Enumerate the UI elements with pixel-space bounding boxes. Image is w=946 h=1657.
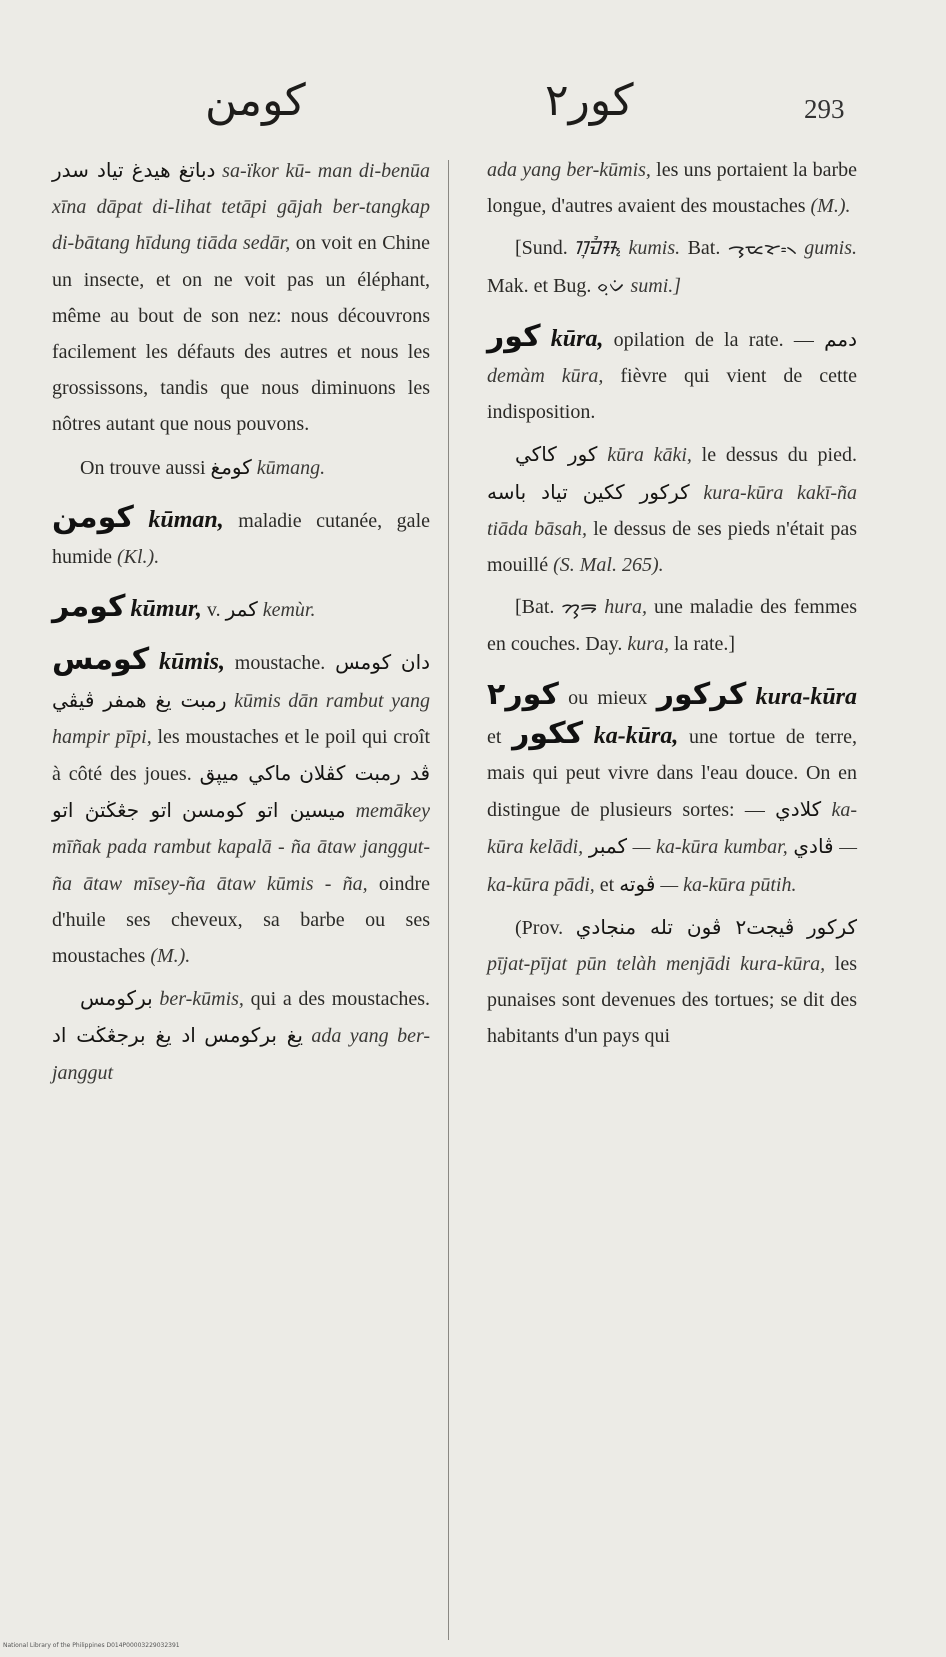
right-column [487, 152, 857, 1061]
headword: kura-kūra [755, 683, 858, 710]
scan-credit: National Library of the Philippines D014P00003229032391 [3, 1642, 180, 1649]
entry-continuation: دباتغ هيدغ تياد سدر sa-ïkor kū- man di-benūa xīna dāpat di-lihat tetāpi gājah ber-tangkap di-bātang hīdung tiāda sedār, on voit en Chine un insecte, et on ne voit pas un éléphant, même au bout de son nez: nous découvrons facilement les défauts des autres et nous les grossissons, tandis que nous diminuons les nôtres autant que nous pouvons. [52, 158, 431, 436]
headword-arabic: كور٢ [487, 676, 559, 712]
headword: kūmur, [130, 596, 202, 623]
headword-arabic: كومس [52, 642, 150, 678]
headword-arabic: كومن [52, 499, 134, 535]
column-divider [448, 160, 449, 1640]
entry-continuation: ada yang ber-kūmis, les uns portaient la barbe longue, d'autres avaient des moustaches (M.). [487, 159, 857, 218]
subentry-kura-kaki: كور كاكي kūra kāki, le dessus du pied. كركور ككين تياد باسه kura-kūra kakī-ña tiāda bāsah, le dessus de ses pieds n'était pas mouillé (S. Mal. 265). [487, 442, 858, 577]
arabic-text: دباتغ هيدغ تياد سدر [52, 158, 216, 182]
proverb: (Prov. ڤيجت٢ ڤون تله منجادي كركور pījat-pījat pūn telàh menjādi kura-kūra, les punaises sont devenues des tortues; se dit des habitants d'un pays qui [487, 914, 858, 1048]
headword-arabic: كور [487, 318, 541, 354]
entry-kura-kura: كور٢ ou mieux كركور kura-kūra et ككور ka-kūra, une tortue de terre, mais qui peut vivre dans l'eau douce. On en distingue de plusieurs sortes: — كلادي ka-kūra kelādi, كمبر — ka-kūra kumbar, ڤادي — ka-kūra pādi, et ڤوته — ka-kūra pūtih. [487, 676, 858, 896]
buginese-script-glyph: ᨔᨘᨆᨗ [596, 275, 626, 297]
batak-script-glyph: ᯎᯮᯔᯫᯘ᯲ [727, 238, 797, 260]
running-head-left: كومن [205, 75, 306, 126]
left-column [52, 152, 430, 1097]
subentry-ber-kumis: بركومس ber-kūmis, qui a des moustaches. اد يغ برجڠڬت اد يغ بركومس ada yang ber-janggut [52, 986, 431, 1084]
variant-note: On trouve aussi كومغ kūmang. [80, 454, 326, 479]
batak-script-glyph: ᯂᯮᯒ [561, 597, 598, 619]
entry-kumis: كومس kūmis, moustache. كومس دان رمبت يغ همفر ڤيڤي kūmis dān rambut yang hampir pīpi, les moustaches et le poil qui croît à côté des joues. ماكي ميڽق ڤد رمبت كڤلان اتو جڠڬتڽ اتو ميسين اتو كومسن memākey mīñak pada rambut kapalā - ña ātaw janggut-ña ātaw mīsey-ña ātaw kūmis - ña, oindre d'huile ses cheveux, sa barbe ou ses moustaches (M.). [52, 642, 431, 968]
headword-arabic: كومر [52, 589, 126, 625]
headword: kūman, [148, 506, 224, 533]
headword: kūmis, [159, 649, 226, 676]
entry-kura: كور kūra, opilation de la rate. — دمم demàm kūra, fièvre qui vient de cette indisposition. [487, 318, 858, 424]
running-head-right: كور٢ [545, 75, 634, 126]
sundanese-script-glyph: ᮊᮥᮙᮤᮞ᮪ [575, 238, 622, 260]
page-number: 293 [804, 94, 845, 124]
headword: ka-kūra, [593, 722, 679, 749]
entry-kuman: كومن kūman, maladie cutanée, gale humide (Kl.). [52, 499, 430, 569]
entry-kumur: كومر kūmur, v. كمر kemùr. [52, 589, 316, 625]
headword: kūra, [550, 325, 604, 352]
cognates-note: [Sund. ᮊᮥᮙᮤᮞ᮪ kumis. Bat. ᯎᯮᯔᯫᯘ᯲ gumis. Mak. et Bug. ᨔᨘᨆᨗ sumi.] [487, 237, 858, 297]
cognates-note: [Bat. ᯂᯮᯒ hura, une maladie des femmes en couches. Day. kura, la rate.] [487, 596, 858, 656]
